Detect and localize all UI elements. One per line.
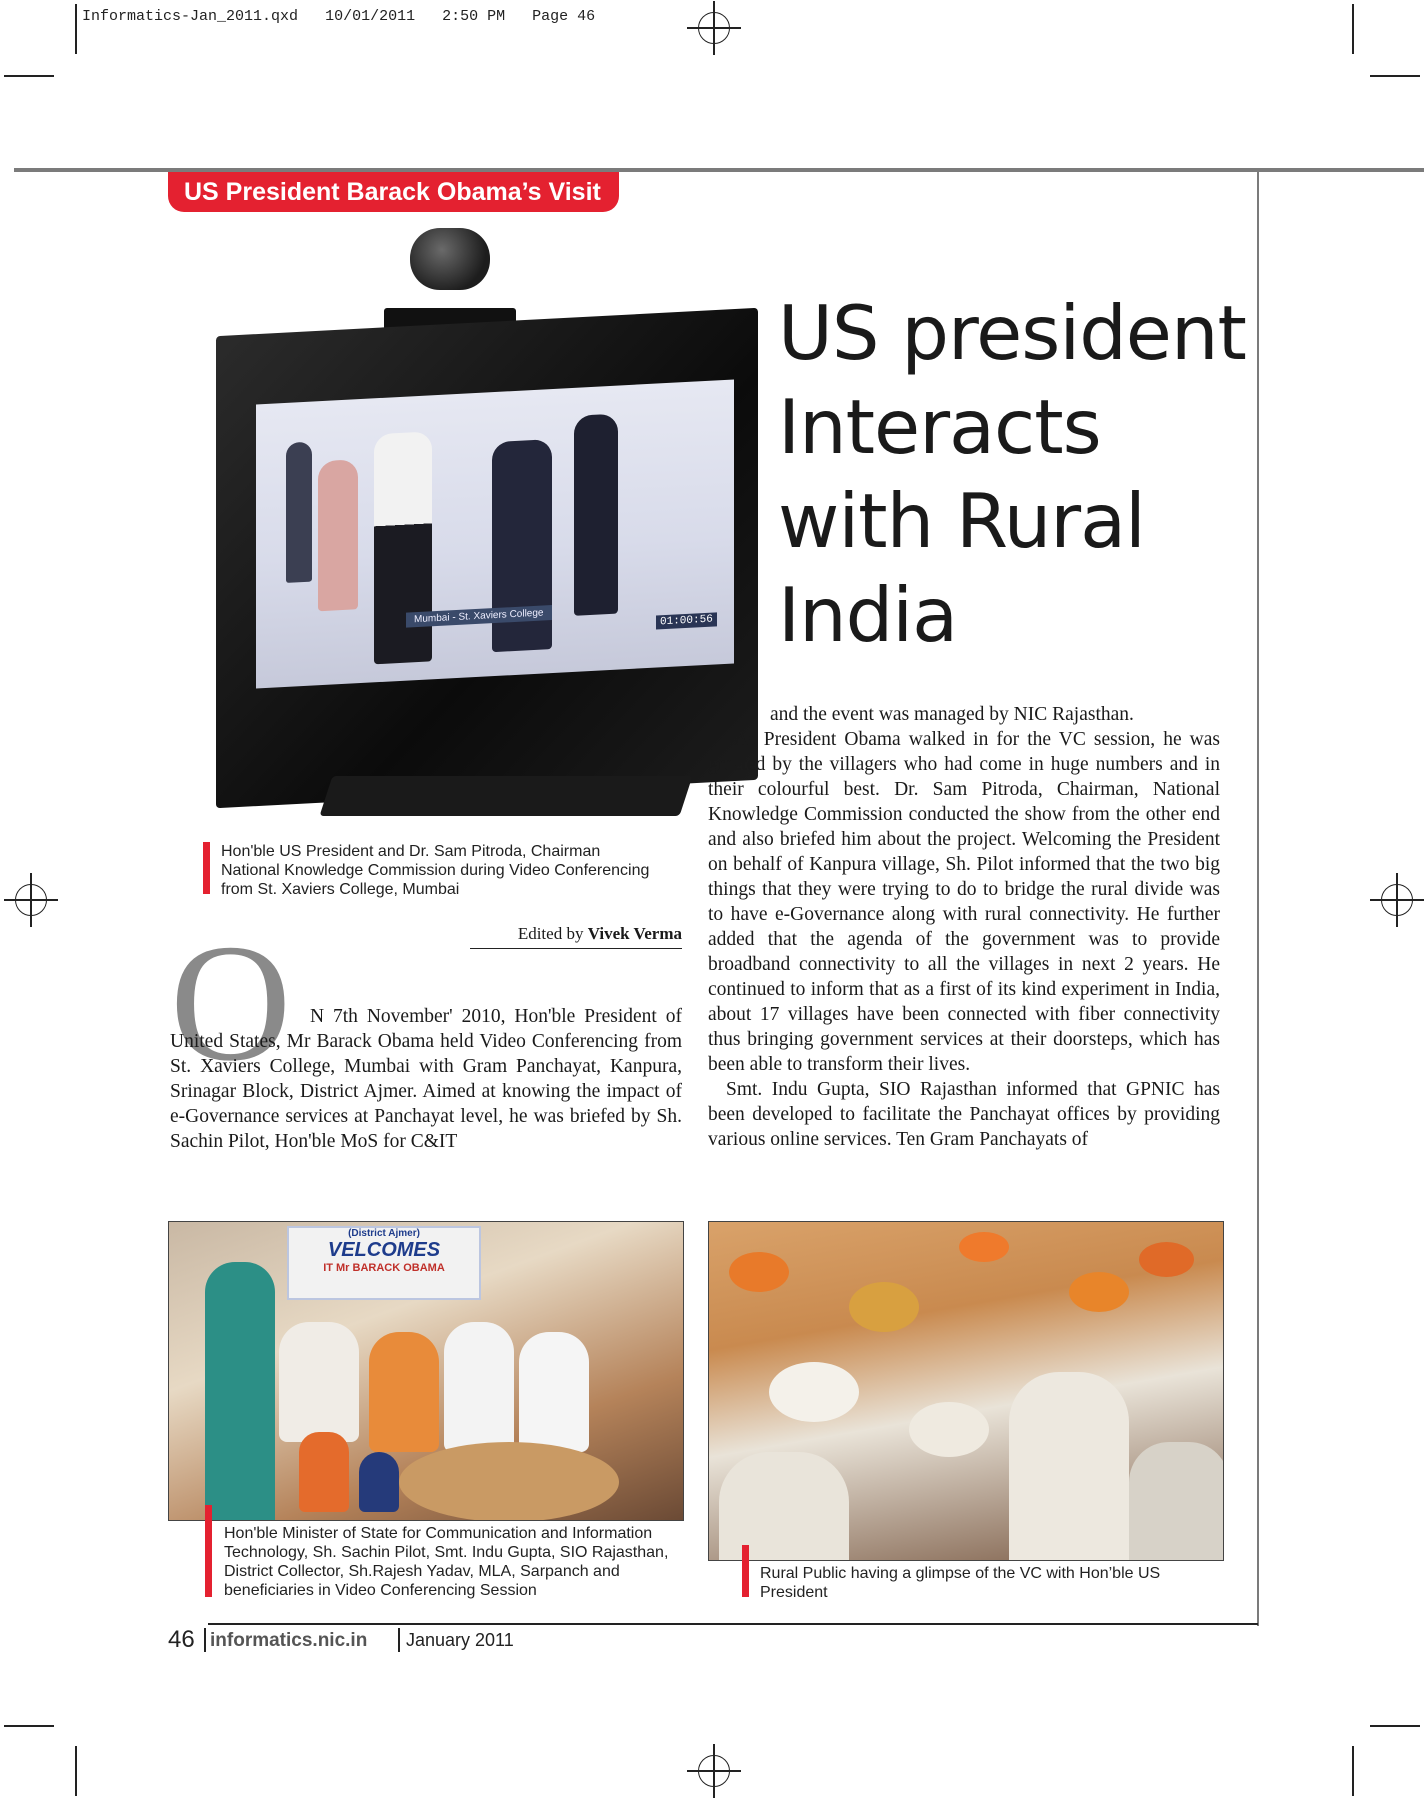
frame-bottom-rule (208, 1623, 1258, 1625)
registration-mark (698, 12, 730, 44)
welcome-banner-line: (District Ajmer) (348, 1228, 420, 1239)
turban (1139, 1242, 1194, 1277)
crop-mark (1370, 75, 1420, 77)
caption-bar (203, 842, 210, 894)
headline: US president Interacts with Rural India (778, 289, 1246, 659)
turban (849, 1282, 919, 1332)
registration-mark (698, 1755, 730, 1787)
child (299, 1432, 349, 1512)
crop-mark (75, 1746, 77, 1796)
welcome-banner (287, 1226, 481, 1300)
body-paragraph: N 7th November' 2010, Hon'ble President of United States, Mr Barack Obama held Video Conferencing from St. Xaviers College, Mumbai with Gram Panchayat, Kanpura, Srinagar Block, District Ajmer. Aimed at knowing the impact of e-Governance services at Panchayat level, he was briefed by Sh. Sachin Pilot, Hon'ble MoS for C&IT (170, 1006, 682, 1152)
person (369, 1332, 439, 1452)
crop-mark (75, 4, 77, 54)
figure (374, 431, 432, 664)
person (279, 1322, 359, 1442)
tv-banner: Mumbai - St. Xaviers College (406, 605, 552, 628)
caption-vc-session: Hon'ble Minister of State for Communication and Information Technology, Sh. Sachin Pilot, Smt. Indu Gupta, SIO Rajasthan, District Collector, Sh.Rajesh Yadav, MLA, Sarpanch and beneficiaries in Video Conferencing Session (224, 1525, 669, 1599)
body-column-right (708, 702, 1220, 1152)
turban (1069, 1272, 1129, 1312)
person (519, 1332, 589, 1452)
caption-tv-photo: Hon'ble US President and Dr. Sam Pitroda, Chairman National Knowledge Commission during Video Conferencing from St. Xaviers College, Mumbai (221, 843, 650, 898)
crop-mark (4, 75, 54, 77)
body-paragraph: Smt. Indu Gupta, SIO Rajasthan informed that GPNIC has been developed to facilitate the Panchayat offices by providing various online services. Ten Gram Panchayats of (708, 1079, 1220, 1150)
page-number: 46 (168, 1626, 195, 1653)
tv-screen (256, 379, 734, 688)
figure (318, 459, 358, 611)
registration-mark (1381, 884, 1413, 916)
footer-date: January 2011 (406, 1630, 514, 1650)
person (1129, 1442, 1224, 1561)
figure (574, 414, 618, 616)
slug-page: Page 46 (532, 8, 596, 25)
slug-date: 10/01/2011 (325, 8, 416, 25)
section-tag: US President Barack Obama’s Visit (168, 172, 619, 212)
child (359, 1452, 399, 1512)
welcome-banner-line: VELCOMES (327, 1239, 441, 1261)
person (444, 1322, 514, 1452)
footer-divider (398, 1628, 400, 1652)
byline-author: Vivek Verma (587, 924, 682, 943)
body-paragraph: and the event was managed by NIC Rajasthan. (770, 704, 1134, 725)
turban (909, 1402, 989, 1457)
crop-mark (4, 1725, 54, 1727)
table (399, 1442, 619, 1521)
drop-cap: O (170, 910, 292, 1096)
byline (470, 924, 682, 949)
crop-mark (1352, 4, 1354, 54)
frame-right-rule (1257, 172, 1259, 1626)
turban (769, 1362, 859, 1422)
tv-timecode: 01:00:56 (656, 612, 717, 629)
tv-stand (320, 776, 693, 816)
body-column-left (170, 1004, 682, 1154)
byline-prefix: Edited by (517, 924, 584, 943)
webcam-image (410, 228, 490, 290)
caption-bar (742, 1545, 749, 1597)
figure (286, 442, 312, 583)
body-paragraph: As President Obama walked in for the VC session, he was greeted by the villagers who had come in huge numbers and in their colourful best. Dr. Sam Pitroda, Chairman, National Knowledge Commission conducted the show from the other end and also briefed him about the project. Welcoming the President on behalf of Kanpura village, Sh. Pilot informed that the two big things that they were trying to do to bridge the rural divide was to have e-Governance along with rural connectivity. He further added that the agenda of the government was to provide broadband connectivity to all the villages in next 2 years. He continued to inform that as a first of its kind experiment in India, about 17 villages have been connected with fiber connectivity thus bringing government services at their doorsteps, which has been able to transform their lives. (708, 729, 1220, 1075)
slug-time: 2:50 PM (442, 8, 506, 25)
person (719, 1452, 849, 1561)
footer-site: informatics.nic.in (210, 1630, 368, 1651)
person (205, 1262, 275, 1521)
crop-mark (1352, 1746, 1354, 1796)
caption-bar (205, 1505, 212, 1597)
photo-vc-session (168, 1221, 684, 1521)
welcome-banner-line: IT Mr BARACK OBAMA (323, 1262, 445, 1274)
photo-rural-public (708, 1221, 1224, 1561)
turban (959, 1232, 1009, 1262)
caption-rural-public: Rural Public having a glimpse of the VC with Hon’ble US President (760, 1565, 1161, 1601)
crop-mark (1370, 1725, 1420, 1727)
person (1009, 1372, 1129, 1561)
slug-file: Informatics-Jan_2011.qxd (82, 8, 299, 25)
turban (729, 1252, 789, 1292)
footer-divider (204, 1628, 206, 1652)
printer-slug (82, 8, 595, 25)
registration-mark (15, 884, 47, 916)
